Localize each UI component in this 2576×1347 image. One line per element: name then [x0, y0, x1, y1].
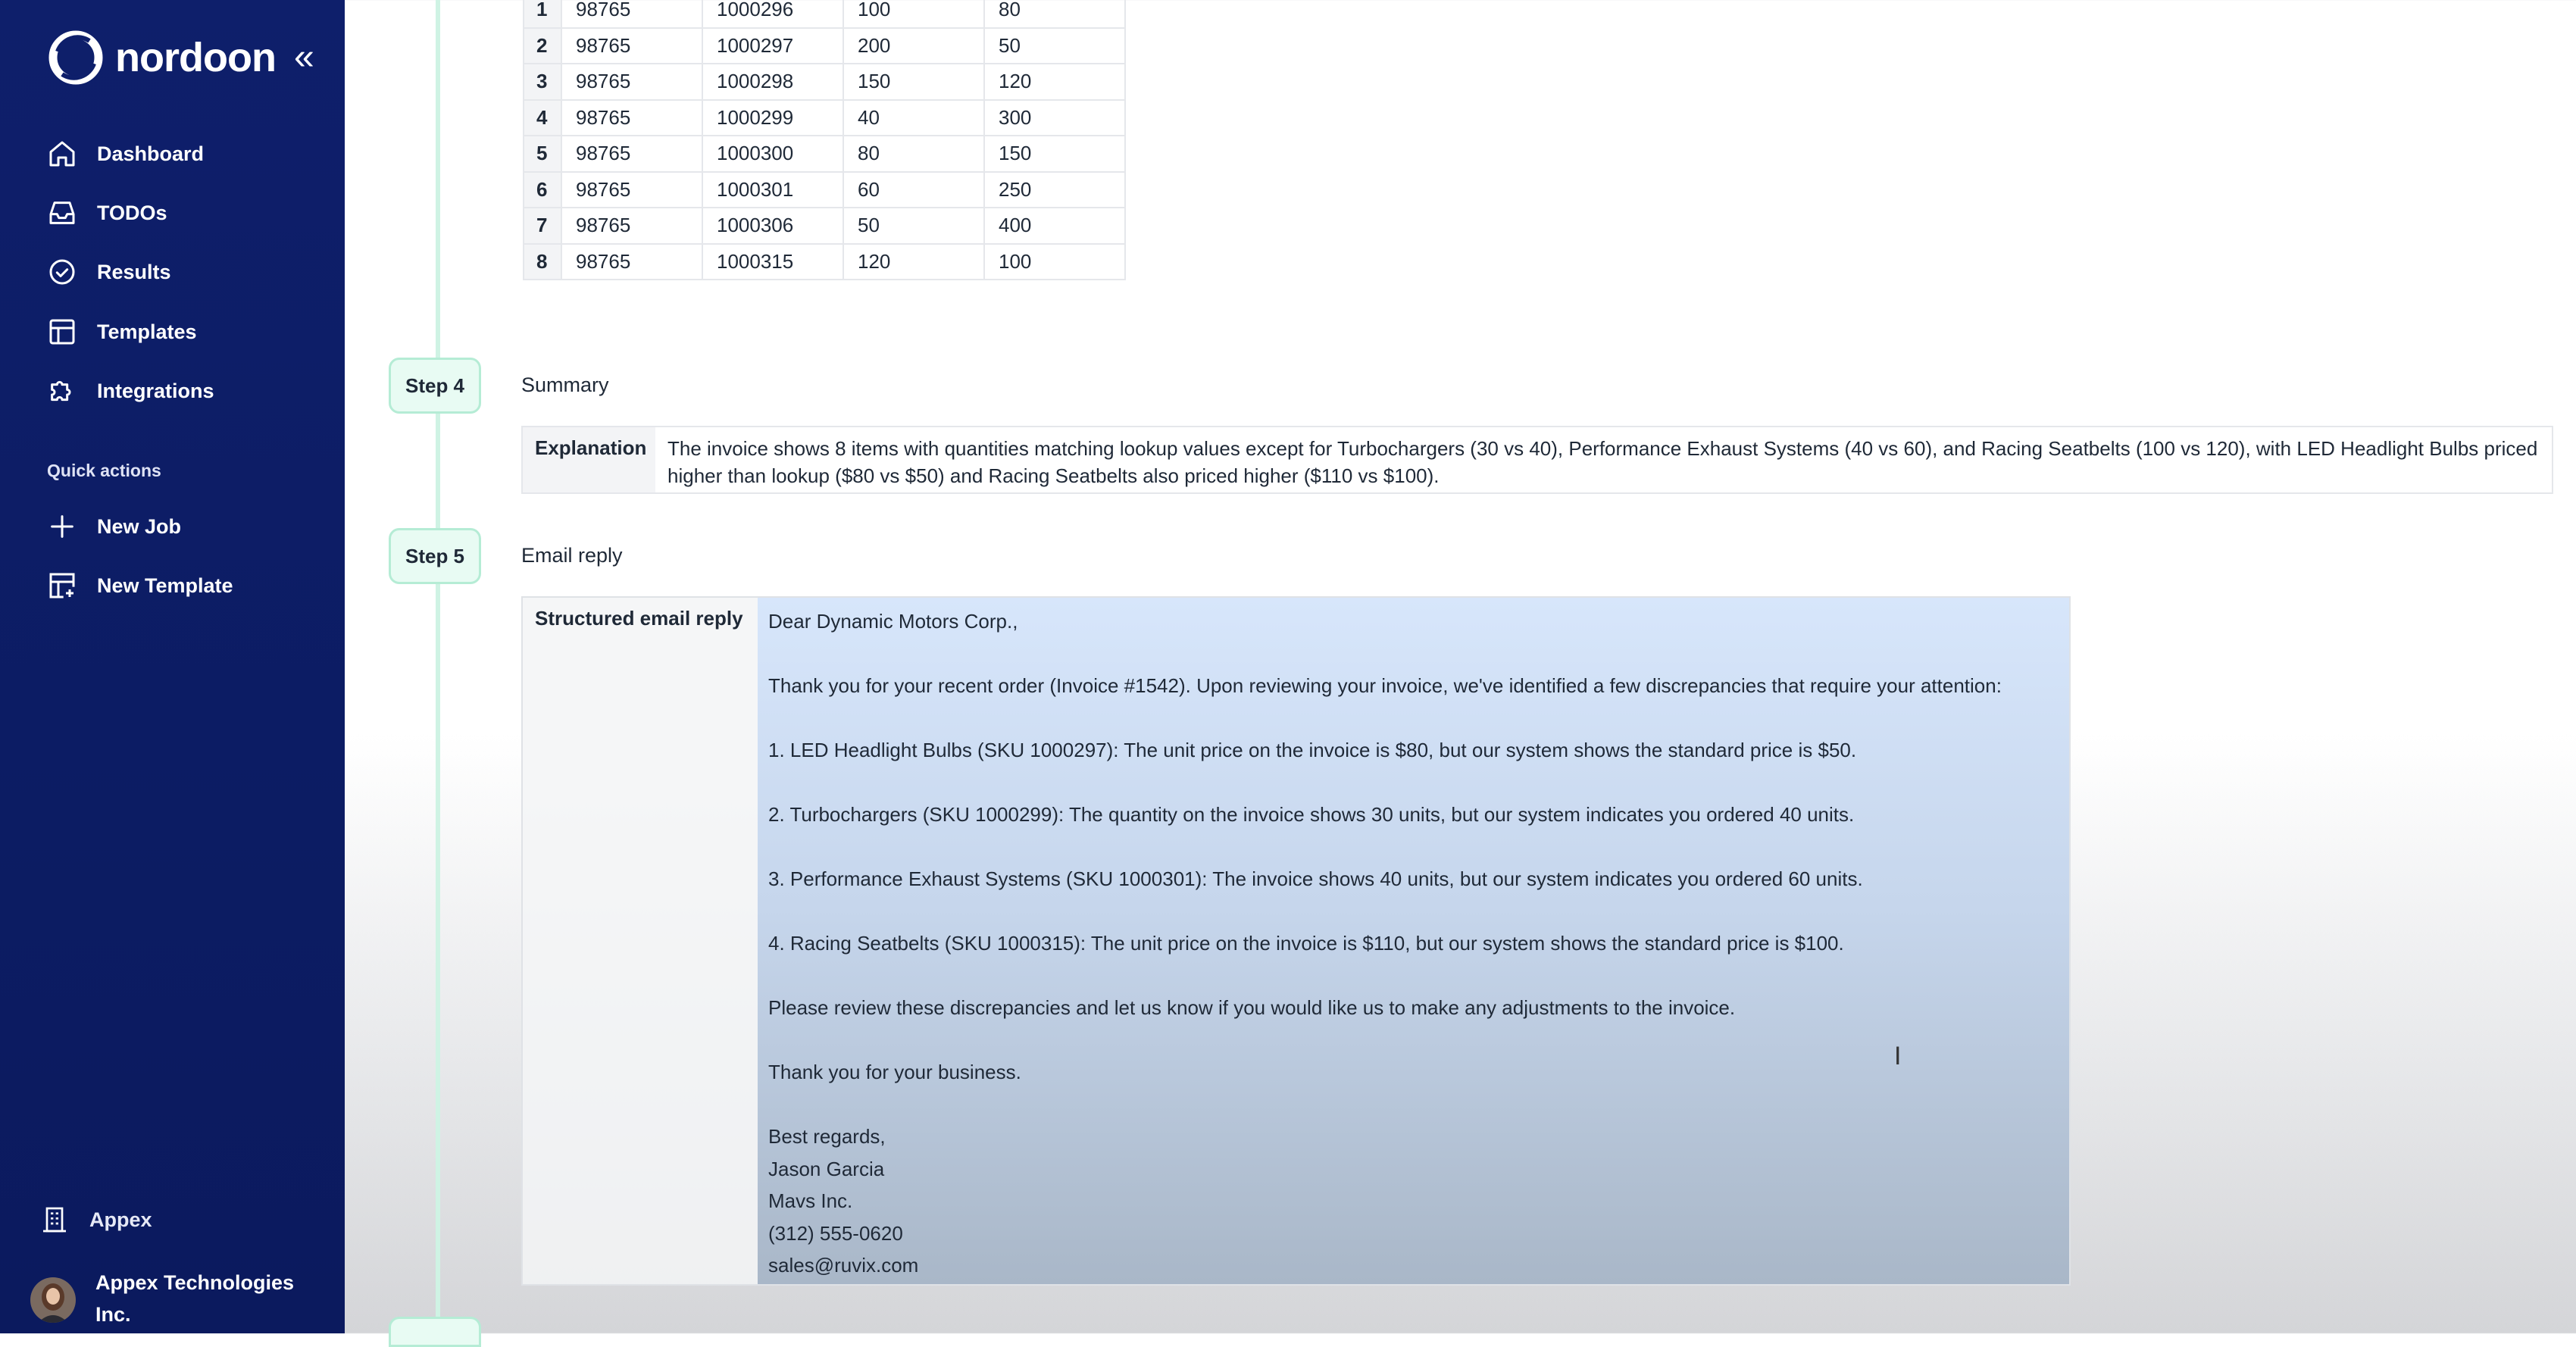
timeline-line [436, 0, 440, 1333]
row-index-cell: 1 [524, 0, 561, 28]
table-cell: 1000298 [702, 64, 843, 100]
table-cell: 1000297 [702, 28, 843, 64]
email-line: 2. Turbochargers (SKU 1000299): The quantity on the invoice shows 30 units, but our system indicates you ordered 40 units. [768, 803, 1855, 826]
quick-actions-heading: Quick actions [47, 461, 161, 480]
email-line [768, 702, 2059, 735]
plus-icon [47, 511, 77, 542]
row-index-cell: 7 [524, 208, 561, 244]
table-cell: 1000300 [702, 136, 843, 172]
explanation-text: The invoice shows 8 items with quantities matching lookup values except for Turbochargers (30 vs 40), Performance Exhaust Systems (40 vs 60), and Racing Seatbelts (100 vs 120), with LED Headlight Bulbs priced higher than lookup ($80 vs $50) and Racing Seatbelts also priced higher ($110 vs $100). [667, 437, 2538, 487]
email-reply-body[interactable] [758, 598, 2069, 1284]
table-cell: 1000306 [702, 208, 843, 244]
table-cell: 98765 [561, 208, 702, 244]
table-cell: 60 [843, 172, 984, 208]
email-reply-label: Structured email reply [523, 598, 758, 1284]
collapse-sidebar-icon[interactable]: « [294, 37, 314, 77]
line-items-table [523, 0, 1126, 280]
home-icon [47, 139, 77, 169]
table-row [524, 172, 1125, 208]
step-5-badge: Step 5 [389, 528, 481, 584]
quick-action-new-template[interactable] [47, 563, 233, 608]
email-line: Dear Dynamic Motors Corp., [768, 610, 1018, 633]
text-cursor-icon: I [1894, 1042, 1902, 1070]
row-index-cell: 5 [524, 136, 561, 172]
table-row [524, 0, 1125, 28]
sidebar-item-templates[interactable] [47, 309, 197, 355]
email-line [768, 831, 2059, 864]
table-cell: 150 [843, 64, 984, 100]
row-index-cell: 4 [524, 100, 561, 136]
sidebar-item-label: Templates [97, 320, 197, 343]
table-row [524, 244, 1125, 280]
table-cell: 1000301 [702, 172, 843, 208]
table-cell: 120 [984, 64, 1125, 100]
quick-action-label: New Template [97, 573, 233, 597]
table-cell: 1000299 [702, 100, 843, 136]
email-line [768, 767, 2059, 799]
email-line: Mavs Inc. [768, 1189, 853, 1212]
sidebar-item-dashboard[interactable] [47, 131, 204, 177]
row-index-cell: 3 [524, 64, 561, 100]
row-index-cell: 8 [524, 244, 561, 280]
table-row [524, 100, 1125, 136]
table-row [524, 64, 1125, 100]
table-row [524, 208, 1125, 244]
table-plus-icon [47, 570, 77, 601]
table-cell: 100 [984, 244, 1125, 280]
table-cell: 100 [843, 0, 984, 28]
table-cell: 40 [843, 100, 984, 136]
table-cell: 120 [843, 244, 984, 280]
email-line: sales@ruvix.com [768, 1254, 919, 1277]
table-row [524, 28, 1125, 64]
puzzle-icon [47, 376, 77, 406]
organization-switcher[interactable] [39, 1197, 152, 1242]
table-cell: 400 [984, 208, 1125, 244]
email-line: 1. LED Headlight Bulbs (SKU 1000297): The unit price on the invoice is $80, but our system shows the standard price is $50. [768, 739, 1857, 761]
table-cell: 1000315 [702, 244, 843, 280]
email-reply-row [521, 596, 2071, 1286]
table-cell: 1000296 [702, 0, 843, 28]
table-cell: 98765 [561, 100, 702, 136]
sidebar-item-todos[interactable] [47, 190, 167, 236]
email-line [768, 1024, 2059, 1057]
inbox-icon [47, 198, 77, 228]
avatar [30, 1277, 76, 1323]
table-cell: 98765 [561, 136, 702, 172]
row-index-cell: 6 [524, 172, 561, 208]
email-line: Jason Garcia [768, 1157, 885, 1180]
email-line: Thank you for your recent order (Invoice #1542). Upon reviewing your invoice, we've identified a few discrepancies that require your attention: [768, 674, 2002, 697]
email-line: Please review these discrepancies and let us know if you would like us to make any adjustments to the invoice. [768, 996, 1736, 1019]
table-cell: 150 [984, 136, 1125, 172]
table-cell: 98765 [561, 64, 702, 100]
sidebar-item-results[interactable] [47, 249, 171, 295]
table-cell: 98765 [561, 28, 702, 64]
sidebar-item-integrations[interactable] [47, 368, 214, 414]
user-profile[interactable] [30, 1267, 323, 1330]
check-circle-icon [47, 257, 77, 287]
table-cell: 50 [843, 208, 984, 244]
table-cell: 98765 [561, 244, 702, 280]
email-line: Best regards, [768, 1125, 886, 1148]
table-cell: 50 [984, 28, 1125, 64]
table-cell: 80 [984, 0, 1125, 28]
sidebar [0, 0, 345, 1333]
table-cell: 300 [984, 100, 1125, 136]
quick-action-new-job[interactable] [47, 504, 181, 549]
email-line: (312) 555-0620 [768, 1221, 903, 1245]
brand-name: nordoon [115, 35, 276, 80]
organization-name: Appex [89, 1208, 152, 1231]
table-icon [47, 317, 77, 347]
table-cell: 98765 [561, 0, 702, 28]
step-5-title: Email reply [521, 544, 623, 567]
email-line [768, 638, 2059, 670]
sidebar-item-label: Dashboard [97, 142, 205, 165]
nordoon-logo-icon [47, 29, 105, 86]
step-6-badge [389, 1317, 481, 1347]
table-cell: 200 [843, 28, 984, 64]
sidebar-item-label: TODOs [97, 201, 167, 224]
email-line: 3. Performance Exhaust Systems (SKU 1000301): The invoice shows 40 units, but our system indicates you ordered 60 units. [768, 867, 1863, 890]
email-line [768, 895, 2059, 928]
quick-action-label: New Job [97, 514, 182, 538]
email-line: 4. Racing Seatbelts (SKU 1000315): The unit price on the invoice is $110, but our system shows the standard price is $100. [768, 932, 1844, 955]
step-4-badge: Step 4 [389, 358, 481, 414]
explanation-label: Explanation [523, 427, 655, 492]
user-name: Appex Technologies Inc. [95, 1271, 295, 1326]
logo[interactable] [47, 29, 276, 86]
email-line [768, 960, 2059, 992]
table-row [524, 136, 1125, 172]
sidebar-item-label: Integrations [97, 379, 214, 402]
step-4-title: Summary [521, 373, 609, 396]
table-cell: 80 [843, 136, 984, 172]
table-cell: 250 [984, 172, 1125, 208]
main-content [345, 0, 2576, 1333]
explanation-row [521, 426, 2553, 494]
email-line: Thank you for your business. [768, 1061, 1021, 1083]
email-line [768, 1089, 2059, 1121]
building-icon [39, 1205, 70, 1235]
table-cell: 98765 [561, 172, 702, 208]
sidebar-item-label: Results [97, 260, 171, 283]
row-index-cell: 2 [524, 28, 561, 64]
